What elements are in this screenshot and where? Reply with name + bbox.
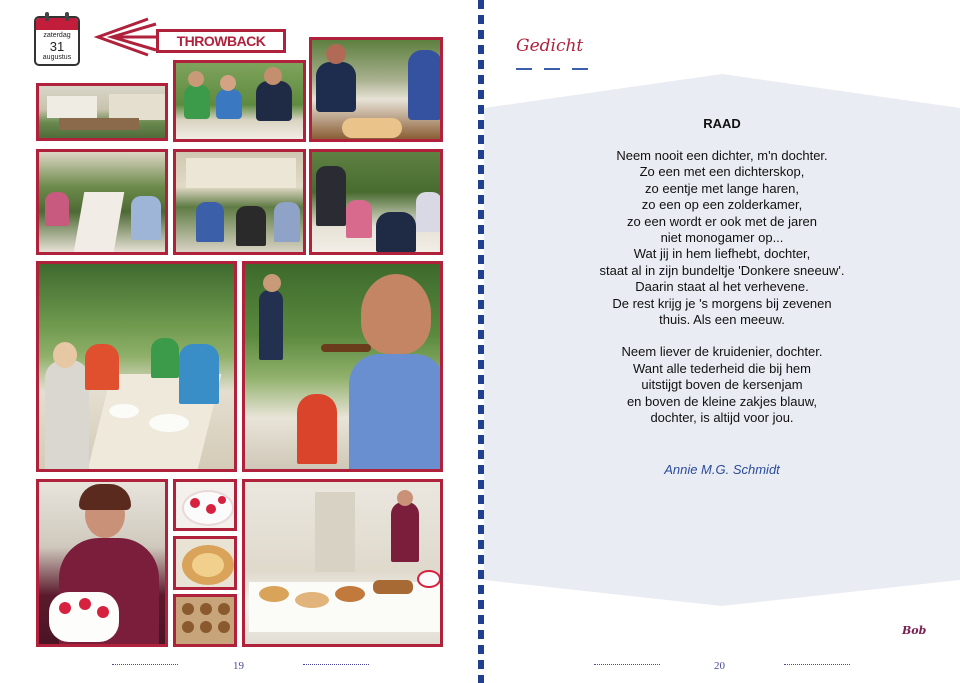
page-number-right: 20 <box>714 660 725 672</box>
poem-line: De rest krijg je 's morgens bij zevenen <box>612 295 832 311</box>
left-page <box>0 0 478 683</box>
calendar-icon <box>34 16 80 66</box>
poem-line: staat al in zijn bundeltje 'Donkere sneeuw'. <box>599 262 845 278</box>
poem-line: Daarin staat al het verhevene. <box>635 279 809 295</box>
long-table-photo <box>36 149 168 255</box>
pie-photo <box>173 536 237 590</box>
poem-line: thuis. Als een meeuw. <box>659 312 785 328</box>
men-at-table-photo <box>173 60 306 142</box>
courtyard-table-photo <box>173 149 306 255</box>
poem-line: zo een op een zolderkamer, <box>641 197 803 213</box>
garden-building-photo <box>36 83 168 141</box>
dessert-table-photo <box>242 479 443 647</box>
signature: Bob <box>902 624 927 637</box>
title-dash <box>516 68 532 70</box>
poem-line: niet monogamer op... <box>660 230 784 246</box>
arrow-left-icon <box>88 17 158 57</box>
cupcakes-photo <box>173 594 237 647</box>
poem-body <box>484 148 960 443</box>
poem-line: Neem liever de kruidenier, dochter. <box>621 344 823 360</box>
bottom-band-slope <box>484 560 960 620</box>
cigar-photo <box>242 261 443 472</box>
section-title: Gedicht <box>516 36 584 56</box>
poem-line: zo een wordt er ook met de jaren <box>626 213 818 229</box>
footer-dots-right <box>784 664 850 665</box>
poem-line: Neem nooit een dichter, m'n dochter. <box>616 148 828 163</box>
poem-line: uitstijgt boven de kersenjam <box>641 377 803 393</box>
party-table-photo <box>36 261 237 472</box>
poem-line: Zo een met een dichterskop, <box>639 164 805 180</box>
footer-dots-left <box>594 664 660 665</box>
calendar-day-name: zaterdag <box>43 32 71 39</box>
bottom-band <box>484 610 960 683</box>
title-dash <box>544 68 560 70</box>
throwback-banner: THROWBACK <box>156 29 286 53</box>
poem-title: RAAD <box>703 116 741 131</box>
buffet-photo <box>309 37 443 142</box>
poem-line: Want alle tederheid die bij hem <box>632 360 811 376</box>
poem-line: dochter, is altijd voor jou. <box>650 410 794 426</box>
poem-author: Annie M.G. Schmidt <box>664 462 780 477</box>
poem-line: zo eentje met lange haren, <box>645 180 799 196</box>
calendar-month: augustus <box>42 54 72 61</box>
cake-photo <box>36 479 168 647</box>
cake-closeup-photo <box>173 479 237 531</box>
page-number-left: 19 <box>233 660 244 672</box>
group-photo <box>309 149 443 255</box>
poem-stanza <box>484 148 960 328</box>
poem-line: en boven de kleine zakjes blauw, <box>626 393 818 409</box>
poem-line: Wat jij in hem liefhebt, dochter, <box>633 246 811 262</box>
poem-stanza <box>484 344 960 426</box>
right-page <box>484 0 960 683</box>
calendar-day-number: 31 <box>49 39 65 54</box>
title-dash <box>572 68 588 70</box>
footer-dots-right <box>303 664 369 665</box>
footer-dots-left <box>112 664 178 665</box>
